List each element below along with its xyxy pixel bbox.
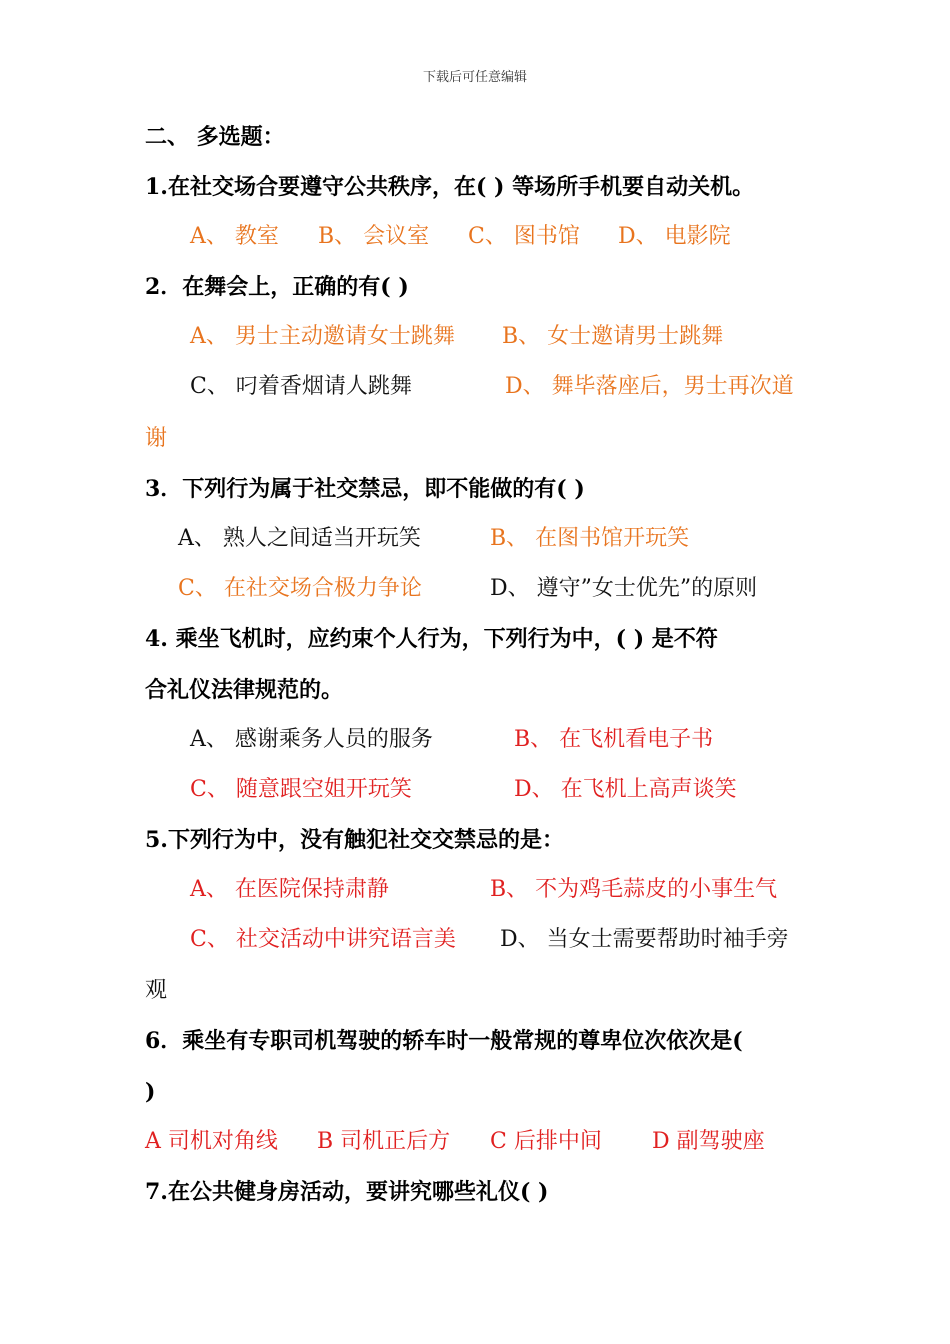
- q6-option-b: B 司机正后方: [317, 1129, 451, 1154]
- q5-option-c: C、 社交活动中讲究语言美: [190, 927, 456, 952]
- q5-option-b: B、 不为鸡毛蒜皮的小事生气: [490, 877, 778, 902]
- q1-option-a: A、 教室: [190, 224, 279, 249]
- q4-option-b: B、 在飞机看电子书: [514, 727, 714, 752]
- q6-option-c: C 后排中间: [490, 1129, 602, 1154]
- q4-option-d: D、 在飞机上高声谈笑: [514, 777, 737, 802]
- q1-option-b: B、 会议室: [318, 224, 430, 249]
- question-6-cont: ): [145, 1079, 156, 1105]
- question-7: 7.在公共健身房活动，要讲究哪些礼仪( ): [145, 1179, 549, 1205]
- q4-option-c: C、 随意跟空姐开玩笑: [190, 777, 412, 802]
- q1-option-c: C、 图书馆: [468, 224, 580, 249]
- q5-option-d-wrap: 观: [145, 978, 168, 1003]
- q3-option-c: C、 在社交场合极力争论: [178, 576, 422, 601]
- question-4-cont: 合礼仪法律规范的。: [145, 677, 344, 703]
- question-4: 4. 乘坐飞机时，应约束个人行为，下列行为中，( ) 是不符: [145, 626, 718, 652]
- q4-option-a: A、 感谢乘务人员的服务: [190, 727, 433, 752]
- page-header: 下载后可任意编辑: [422, 70, 527, 85]
- question-6: 6．乘坐有专职司机驾驶的轿车时一般常规的尊卑位次依次是(: [145, 1028, 743, 1054]
- q2-option-d-wrap: 谢: [145, 426, 168, 451]
- q2-option-c: C、 叼着香烟请人跳舞: [190, 374, 412, 399]
- question-5: 5.下列行为中，没有触犯社交交禁忌的是：: [145, 827, 564, 853]
- q3-option-b: B、 在图书馆开玩笑: [490, 526, 690, 551]
- q6-option-d: D 副驾驶座: [652, 1129, 765, 1154]
- question-2: 2．在舞会上，正确的有( ): [145, 274, 409, 300]
- q1-option-d: D、 电影院: [618, 224, 731, 249]
- q2-option-b: B、 女士邀请男士跳舞: [502, 324, 724, 349]
- q5-option-d: D、 当女士需要帮助时袖手旁: [500, 927, 789, 952]
- q2-option-a: A、 男士主动邀请女士跳舞: [190, 324, 455, 349]
- q5-option-a: A、 在医院保持肃静: [190, 877, 389, 902]
- q3-option-a: A、 熟人之间适当开玩笑: [178, 526, 421, 551]
- q3-option-d: D、 遵守”女士优先”的原则: [490, 576, 758, 601]
- q2-option-d: D、 舞毕落座后，男士再次道: [505, 374, 794, 399]
- section-title: 二、 多选题：: [145, 124, 285, 150]
- question-3: 3．下列行为属于社交禁忌，即不能做的有( ): [145, 476, 585, 502]
- q6-option-a: A 司机对角线: [145, 1129, 278, 1154]
- question-1: 1.在社交场合要遵守公共秩序，在( ) 等场所手机要自动关机。: [145, 174, 755, 200]
